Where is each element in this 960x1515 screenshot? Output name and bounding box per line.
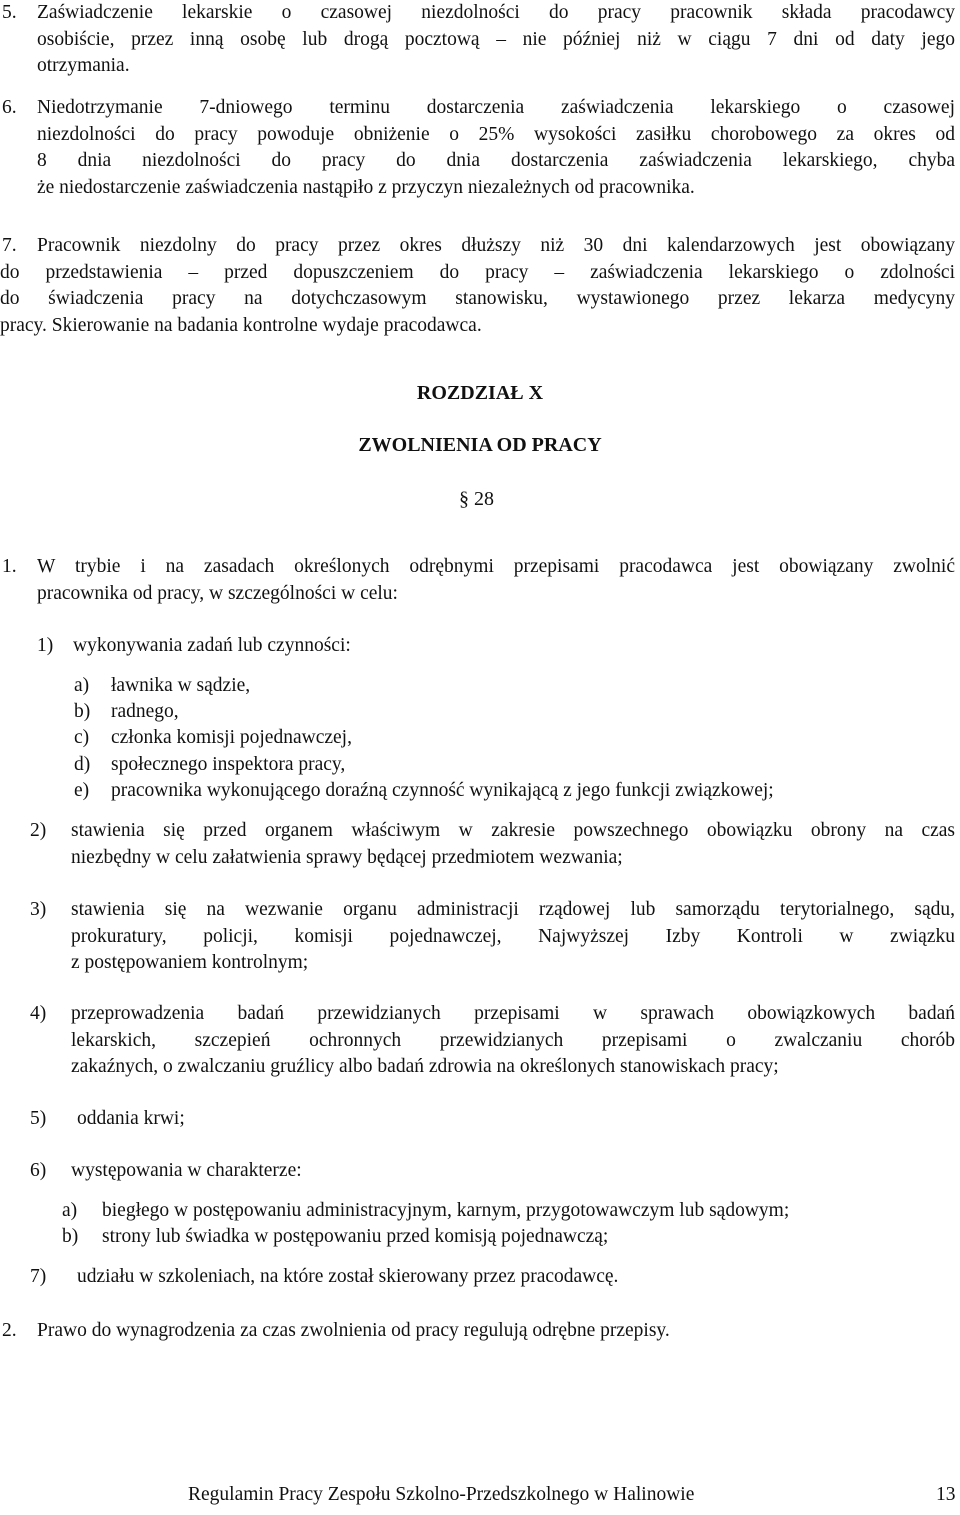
text-line: pracy. Skierowanie na badania kontrolne wydaje pracodawca. (0, 314, 482, 336)
text-line: Pracownik niezdolny do pracy przez okres dłuższy niż 30 dni kalendarzowych jest obowiązany (37, 235, 955, 256)
text-line: pracownika od pracy, w szczególności w celu: (37, 582, 398, 604)
paragraph-number: 6. (2, 97, 17, 118)
text-line: 8 dnia niezdolności do pracy do dnia dostarczenia zaświadczenia lekarskiego, chyba (37, 150, 955, 171)
paragraph-number: 5. (2, 2, 17, 23)
paragraph-number: 2. (2, 1320, 17, 1341)
section-number: § 28 (459, 488, 494, 510)
text-line: do świadczenia pracy na dotychczasowym stanowisku, wystawionego przez lekarza medycyny (0, 288, 955, 309)
paragraph-number: 7. (2, 235, 17, 256)
text-line: do przedstawienia – przed dopuszczeniem do pracy – zaświadczenia lekarskiego o zdolności (0, 261, 955, 283)
paragraph-6 (0, 95, 955, 201)
text-line: W trybie i na zasadach określonych odrębnymi przepisami pracodawca jest obowiązany zwolnić (37, 556, 955, 577)
paragraph-text: Prawo do wynagrodzenia za czas zwolnienia od pracy regulują odrębne przepisy. (37, 1320, 670, 1341)
paragraph-7 (0, 233, 955, 339)
text-line: Zaświadczenie lekarskie o czasowej niezdolności do pracy pracownik składa pracodawcy (37, 2, 955, 23)
chapter-title: ROZDZIAŁ X (416, 382, 544, 404)
chapter-subtitle: ZWOLNIENIA OD PRACY (358, 434, 602, 456)
text-line: Niedotrzymanie 7-dniowego terminu dostarczenia zaświadczenia lekarskiego o czasowej (37, 97, 955, 118)
text-line: że niedostarczenie zaświadczenia nastąpiło z przyczyn niezależnych od pracownika. (37, 176, 695, 198)
text-line: osobiście, przez inną osobę lub drogą pocztową – nie później niż w ciągu 7 dni od daty jego (37, 28, 955, 50)
item-label: 1) (37, 635, 54, 656)
section-1 (0, 554, 955, 607)
item-text: wykonywania zadań lub czynności: (73, 635, 351, 656)
text-line: otrzymania. (37, 55, 130, 76)
page-footer: Regulamin Pracy Zespołu Szkolno-Przedszkolnego w Halinowie (188, 1484, 695, 1505)
paragraph-5 (0, 0, 955, 80)
page-number: 13 (936, 1484, 956, 1505)
text-line: niezdolności do pracy powoduje obniżenie o 25% wysokości zasiłku chorobowego za okres od (37, 123, 955, 145)
paragraph-number: 1. (2, 556, 17, 577)
